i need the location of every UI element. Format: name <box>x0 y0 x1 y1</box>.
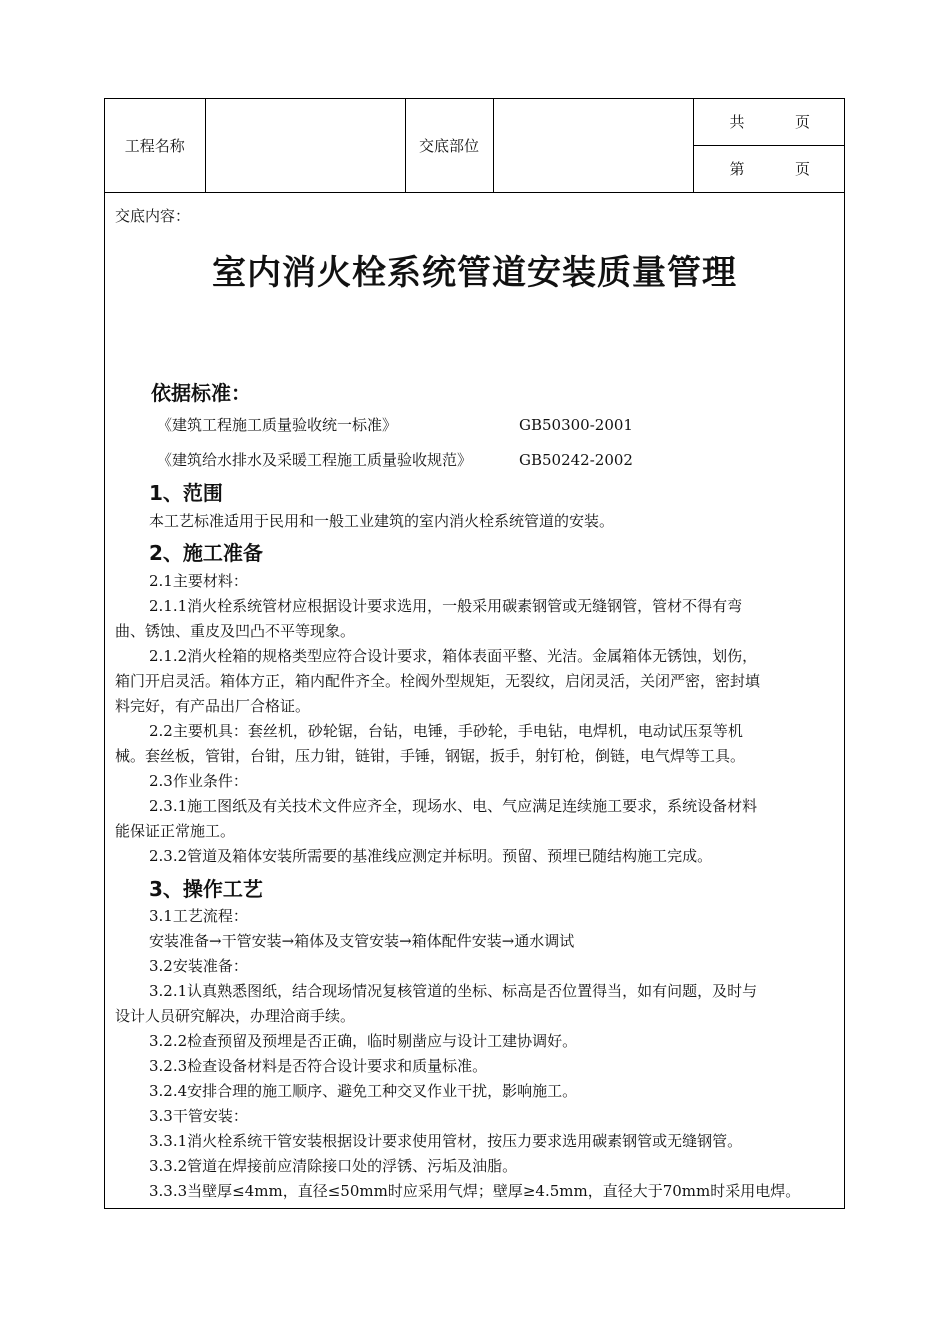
paragraph-line: 3.3干管安装： <box>149 1107 248 1125</box>
paragraph-line: 2.1主要材料： <box>149 572 248 590</box>
paragraph-line: 3.3.1消火栓系统干管安装根据设计要求使用管材，按压力要求选用碳素钢管或无缝钢管。 <box>149 1132 743 1150</box>
standard-code: GB50300-2001 <box>519 416 633 434</box>
paragraph-line: 3.3.3当壁厚≤4mm，直径≤50mm时应采用气焊；壁厚≥4.5mm，直径大于70mm时采用电焊。 <box>149 1182 801 1200</box>
handover-location-value <box>493 99 693 192</box>
total-pages-suffix: 页 <box>794 113 810 132</box>
total-pages-cell <box>693 99 844 145</box>
paragraph-line: 箱门开启灵活。箱体方正，箱内配件齐全。栓阀外型规矩，无裂纹，启闭灵活，关闭严密，密封填 <box>115 672 761 690</box>
project-name-label: 工程名称 <box>105 99 205 192</box>
total-pages-prefix: 共 <box>729 113 745 132</box>
section-3-heading: 3、操作工艺 <box>149 877 263 901</box>
paragraph-line: 3.2.1认真熟悉图纸，结合现场情况复核管道的坐标、标高是否位置得当，如有问题，及时与 <box>149 982 758 1000</box>
paragraph-line: 2.3作业条件： <box>149 772 248 790</box>
basis-heading: 依据标准： <box>151 381 251 405</box>
section-1-text: 本工艺标准适用于民用和一般工业建筑的室内消火栓系统管道的安装。 <box>149 512 615 530</box>
paragraph-line: 设计人员研究解决，办理洽商手续。 <box>115 1007 356 1025</box>
paragraph-line: 能保证正常施工。 <box>115 822 236 840</box>
form-frame <box>104 98 845 1209</box>
paragraph-line: 2.3.1施工图纸及有关技术文件应齐全，现场水、电、气应满足连续施工要求，系统设备材料 <box>149 797 758 815</box>
paragraph-line: 2.1.1消火栓系统管材应根据设计要求选用，一般采用碳素钢管或无缝钢管，管材不得有弯 <box>149 597 743 615</box>
page-number-prefix: 第 <box>729 160 745 178</box>
paragraph-line: 2.2主要机具：套丝机，砂轮锯，台钻，电锤，手砂轮，手电钻，电焊机，电动试压泵等机 <box>149 722 743 740</box>
document-title: 室内消火栓系统管道安装质量管理 <box>212 253 737 293</box>
section-1-heading: 1、范围 <box>149 481 223 505</box>
paragraph-line: 3.2安装准备： <box>149 957 248 975</box>
page-number-suffix: 页 <box>794 160 810 178</box>
paragraph-line: 料完好，有产品出厂合格证。 <box>115 697 311 715</box>
section-2-heading: 2、施工准备 <box>149 541 263 565</box>
paragraph-line: 3.3.2管道在焊接前应清除接口处的浮锈、污垢及油脂。 <box>149 1157 518 1175</box>
process-flow: 安装准备→干管安装→箱体及支管安装→箱体配件安装→通水调试 <box>149 932 575 950</box>
header-table <box>105 99 844 193</box>
paragraph-line: 械。套丝板，管钳，台钳，压力钳，链钳，手锤，钢锯，扳手，射钉枪，倒链，电气焊等工具。 <box>115 747 746 765</box>
paragraph-line: 2.3.2管道及箱体安装所需要的基准线应测定并标明。预留、预埋已随结构施工完成。 <box>149 847 713 865</box>
paragraph-line: 2.1.2消火栓箱的规格类型应符合设计要求，箱体表面平整、光洁。金属箱体无锈蚀，划伤， <box>149 647 758 665</box>
paragraph-line: 曲、锈蚀、重皮及凹凸不平等现象。 <box>115 622 356 640</box>
page-number-cell <box>693 145 844 192</box>
paragraph-line: 3.2.2检查预留及预埋是否正确，临时剔凿应与设计工建协调好。 <box>149 1032 578 1050</box>
paragraph-line: 3.2.4安排合理的施工顺序、避免工种交叉作业干扰，影响施工。 <box>149 1082 578 1100</box>
standard-code: GB50242-2002 <box>519 451 633 469</box>
standard-name: 《建筑工程施工质量验收统一标准》 <box>157 416 398 434</box>
content-intro-label: 交底内容： <box>115 207 191 225</box>
standard-name: 《建筑给水排水及采暖工程施工质量验收规范》 <box>157 451 473 469</box>
paragraph-line: 3.2.3检查设备材料是否符合设计要求和质量标准。 <box>149 1057 488 1075</box>
project-name-value <box>205 99 405 192</box>
handover-content <box>105 192 844 1209</box>
handover-location-label: 交底部位 <box>405 99 493 192</box>
paragraph-line: 3.1工艺流程： <box>149 907 248 925</box>
